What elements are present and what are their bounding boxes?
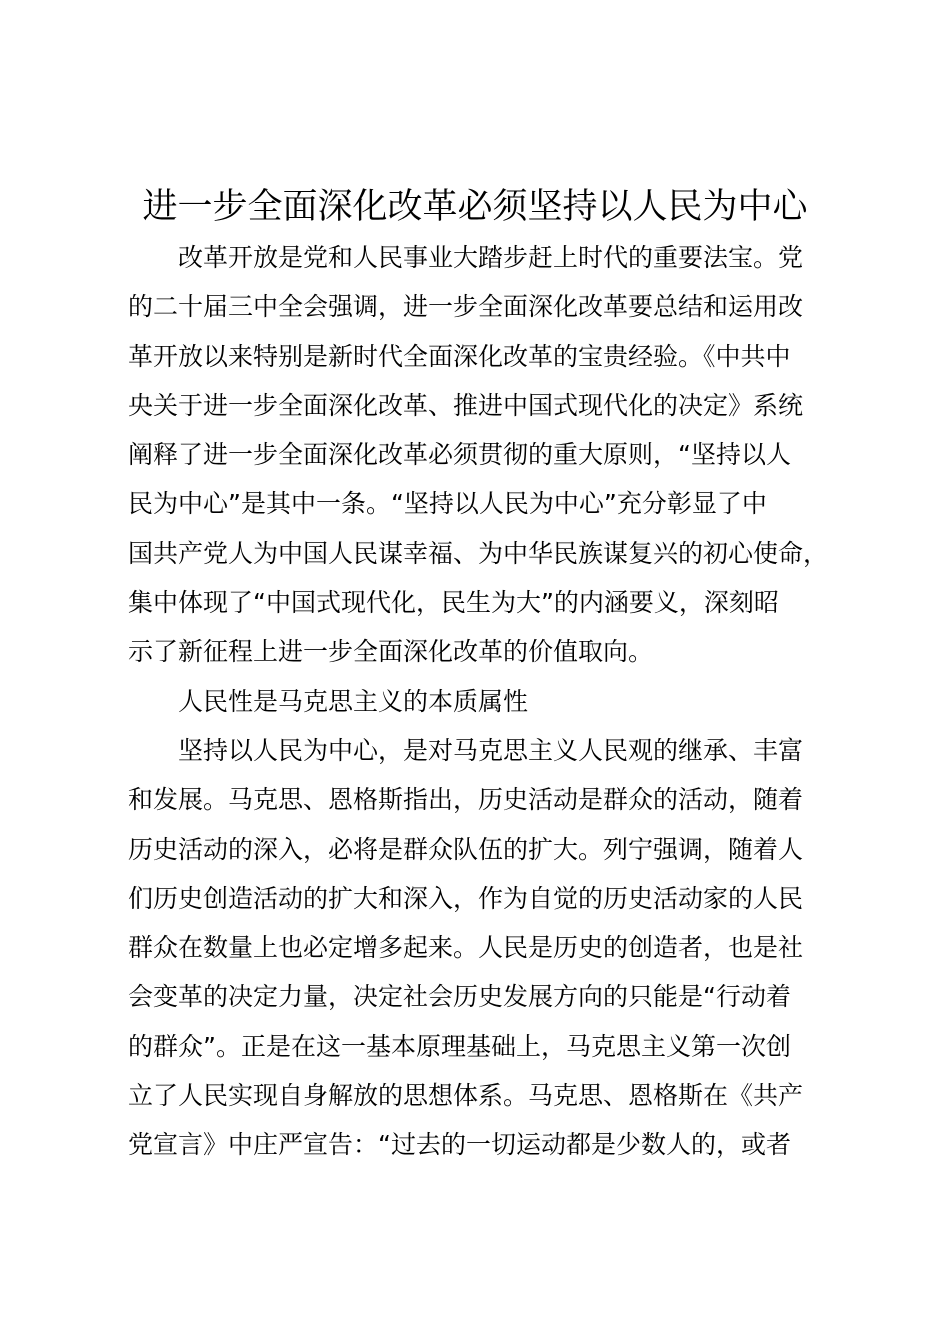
paragraph-line: 的二十届三中全会强调，进一步全面深化改革要总结和运用改	[128, 292, 804, 322]
paragraph-line: 示了新征程上进一步全面深化改革的价值取向。	[128, 637, 654, 667]
paragraph-line: 立了人民实现自身解放的思想体系。马克思、恩格斯在《共产	[128, 1081, 804, 1111]
paragraph-line: 们历史创造活动的扩大和深入，作为自觉的历史活动家的人民	[128, 883, 804, 913]
paragraph-1	[128, 233, 868, 677]
paragraph-line: 革开放以来特别是新时代全面深化改革的宝贵经验。《中共中	[128, 341, 791, 371]
document-title: 进一步全面深化改革必须坚持以人民为中心	[142, 187, 808, 227]
paragraph-line: 改革开放是党和人民事业大踏步赶上时代的重要法宝。党	[178, 243, 804, 272]
paragraph-line: 阐释了进一步全面深化改革必须贯彻的重大原则，“坚持以人	[128, 440, 791, 470]
paragraph-line: 央关于进一步全面深化改革、推进中国式现代化的决定》系统	[128, 390, 804, 420]
paragraph-line: 会变革的决定力量，决定社会历史发展方向的只能是“行动着	[128, 982, 791, 1012]
paragraph-line: 民为中心”是其中一条。“坚持以人民为中心”充分彰显了中	[128, 489, 767, 519]
section-heading: 人民性是马克思主义的本质属性	[178, 686, 529, 716]
paragraph-line: 的群众”。正是在这一基本原理基础上，马克思主义第一次创	[128, 1031, 791, 1061]
paragraph-line: 国共产党人为中国人民谋幸福、为中华民族谋复兴的初心使命，	[128, 538, 829, 568]
paragraph-line: 党宣言》中庄严宣告：“过去的一切运动都是少数人的，或者	[128, 1130, 791, 1160]
paragraph-2	[128, 726, 868, 1170]
paragraph-line: 历史活动的深入，必将是群众队伍的扩大。列宁强调，随着人	[128, 834, 804, 864]
paragraph-line: 集中体现了“中国式现代化，民生为大”的内涵要义，深刻昭	[128, 588, 779, 618]
paragraph-line: 和发展。马克思、恩格斯指出，历史活动是群众的活动，随着	[128, 785, 804, 815]
paragraph-line: 坚持以人民为中心，是对马克思主义人民观的继承、丰富	[178, 735, 804, 765]
document-body	[128, 233, 868, 1170]
paragraph-line: 群众在数量上也必定增多起来。人民是历史的创造者，也是社	[128, 933, 804, 963]
